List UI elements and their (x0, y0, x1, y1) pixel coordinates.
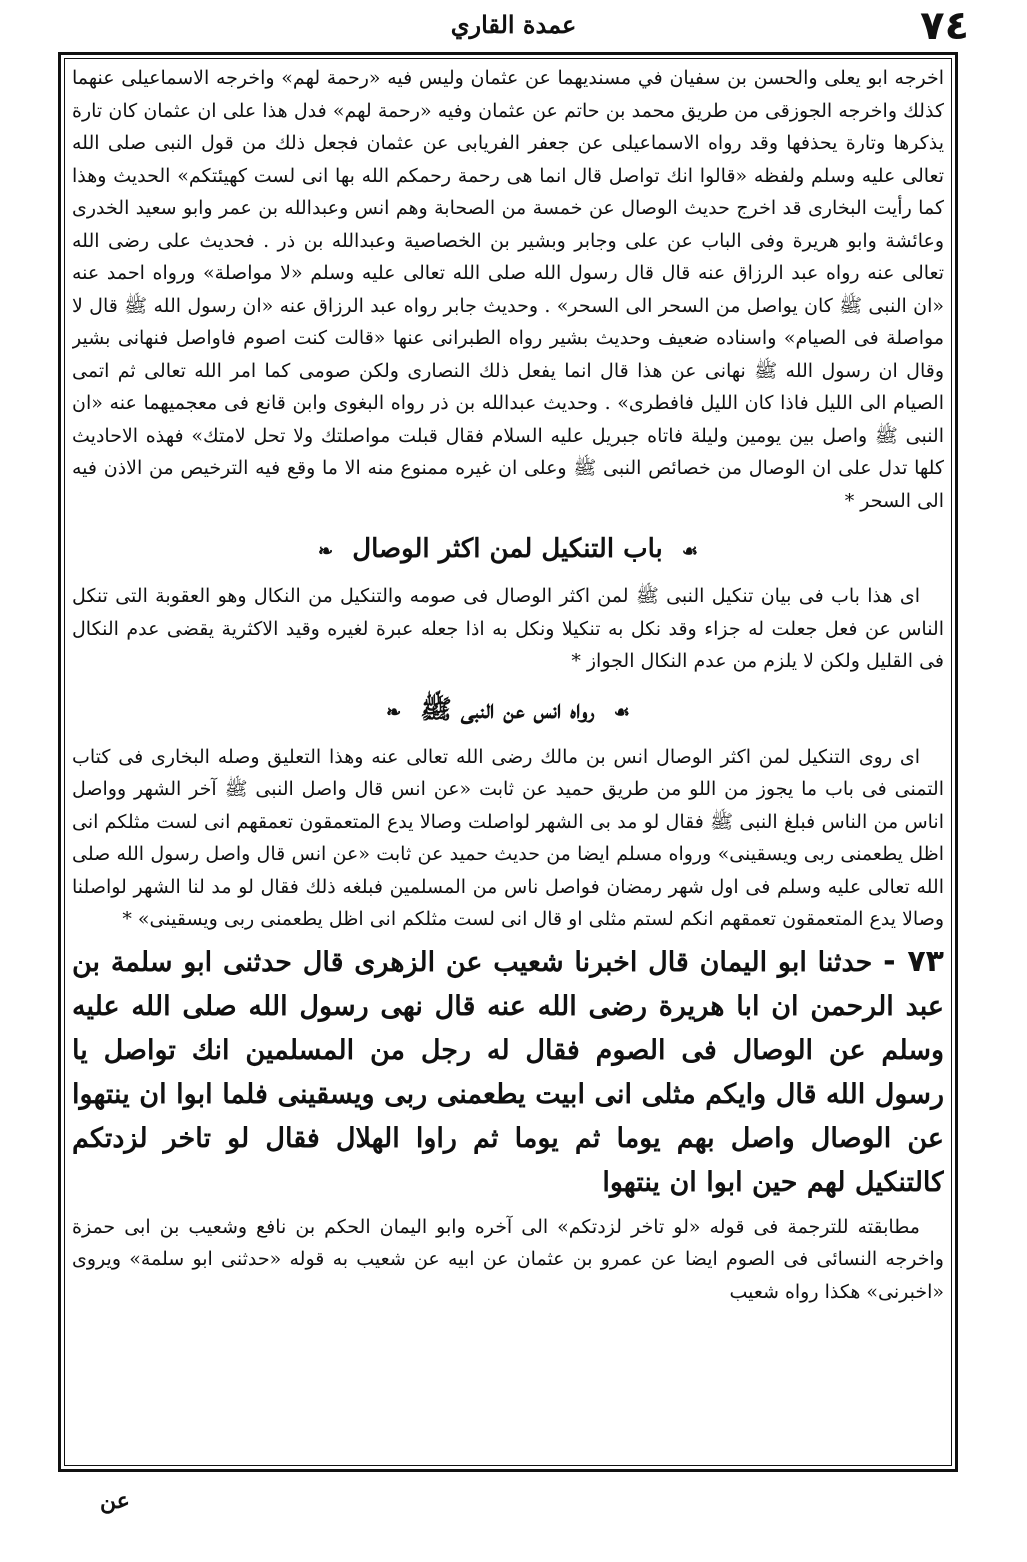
commentary-paragraph-1: اخرجه ابو يعلى والحسن بن سفيان في مسنديهما عن عثمان وليس فيه «رحمة لهم» واخرجه الاسماعيلى عنهما كذلك واخرجه الجوزقى من طريق محمد بن حاتم عن عثمان وفيه «رحمة لهم» فدل هذا على ان عثمان كان تارة يذكرها وتارة يحذفها وقد رواه الاسماعيلى عن جعفر الفريابى عن عثمان فجعل ذلك من قول النبى صلى الله تعالى عليه وسلم ولفظه «قالوا انك تواصل قال انما هى رحمة رحمكم الله بها انى لست كهيئتكم» الحديث وهذا كما رأيت البخارى قد اخرج حديث الوصال عن خمسة من الصحابة وهم انس وعبدالله بن عمر وابو سعيد الخدرى وعائشة وابو هريرة وفى الباب عن على وجابر وبشير بن الخصاصية وعبدالله بن ذر . فحديث على رضى الله تعالى عنه رواه عبد الرزاق عنه قال قال رسول الله صلى الله تعالى عليه وسلم «لا مواصلة» ورواه احمد عنه «ان النبى ﷺ كان يواصل من السحر الى السحر» . وحديث جابر رواه عبد الرزاق عنه «ان رسول الله ﷺ قال لا مواصلة فى الصيام» واسناده ضعيف وحديث بشير رواه الطبرانى عنها «قالت كنت اصوم فاواصل فنهانى بشير وقال ان رسول الله ﷺ نهانى عن هذا قال انما يفعل ذلك النصارى ولكن صومى كما امر الله تعالى ثم اتمى الصيام الى الليل فاذا كان الليل فافطرى» . وحديث عبدالله بن ذر رواه البغوى وابن قانع فى معجميهما عنه «ان النبى ﷺ واصل بين يومين وليلة فاتاه جبريل عليه السلام فقال قبلت مواصلتك ولا تحل لامتك» فهذه الاحاديث كلها تدل على ان الوصال من خصائص النبى ﷺ وعلى ان غيره ممنوع منه الا ما وقع فيه الترخيص من الاذن فيه الى السحر * (72, 67, 944, 512)
hadith-body: حدثنا ابو اليمان قال اخبرنا شعيب عن الزهرى قال حدثنى ابو سلمة بن عبد الرحمن ان ابا هريرة رضى الله عنه قال نهى رسول الله صلى الله عليه وسلم عن الوصال فى الصوم فقال له رجل من المسلمين انك تواصل يا رسول الله قال وايكم مثلى انى ابيت يطعمنى ربى ويسقينى فلما ابوا ان ينتهوا عن الوصال واصل بهم يوما ثم يوما ثم راوا الهلال فقال لو تاخر لزدتكم كالتنكيل لهم حين ابوا ان ينتهوا (72, 946, 944, 1198)
chapter-heading (72, 523, 944, 578)
hadith-text (72, 940, 944, 1205)
page-body (72, 62, 944, 1462)
ornament-icon: ❧ (318, 541, 334, 562)
commentary-paragraph-4: مطابقته للترجمة فى قوله «لو تاخر لزدتكم» الى آخره وابو اليمان الحكم بن نافع وشعيب بن ابى حمزة واخرجه النسائى فى الصوم ايضا عن عمرو بن عثمان عن ابيه عن شعيب به قوله «حدثنى ابو سلمة» ويروى «اخبرنى» هكذا رواه شعيب (72, 1215, 944, 1303)
ornament-icon: ☙ (613, 701, 630, 723)
ornament-icon: ☙ (681, 541, 698, 562)
commentary-paragraph-2: اى هذا باب فى بيان تنكيل النبى ﷺ لمن اكثر الوصال فى صومه والتنكيل من النكال وهو العقوبة التى تنكل الناس عن فعل جعلت له جزاء وقد نكل به تنكيلا ونكل به اذا جعله عبرة لغيره وقيد الاكثرية يقضى عدم النكال فى القليل ولكن لا يلزم من عدم النكال الجواز * (72, 585, 944, 672)
narration-heading-text: رواه انس عن النبى ﷺ (420, 694, 595, 725)
hadith-number: ٧٣ - (883, 943, 944, 979)
narration-heading (72, 684, 944, 739)
catchword: عن (100, 1488, 130, 1514)
running-title: عمدة القاري (450, 10, 577, 39)
page-number: ٧٤ (920, 3, 969, 49)
ornament-icon: ❧ (386, 701, 402, 723)
commentary-paragraph-3: اى روى التنكيل لمن اكثر الوصال انس بن مالك رضى الله تعالى عنه وهذا التعليق وصله البخارى فى كتاب التمنى فى باب ما يجوز من اللو من طريق حميد عن ثابت «عن انس قال واصل النبى ﷺ آخر الشهر وواصل اناس من الناس فبلغ النبى ﷺ فقال لو مد بى الشهر لواصلت وصالا يدع المتعمقون تعمقهم انى لست مثلكم انى اظل يطعمنى ربى ويسقينى» ورواه مسلم ايضا من حديث حميد عن ثابت «عن انس قال واصل رسول الله صلى الله تعالى عليه وسلم فى اول شهر رمضان فواصل ناس من المسلمين فبلغه ذلك فقال لو مد لنا الشهر لواصلنا وصالا يدع المتعمقون تعمقهم انكم لستم مثلى او قال انى لست مثلكم انى اظل يطعمنى ربى ويسقينى» * (72, 745, 944, 930)
chapter-heading-text: باب التنكيل لمن اكثر الوصال (352, 534, 663, 564)
